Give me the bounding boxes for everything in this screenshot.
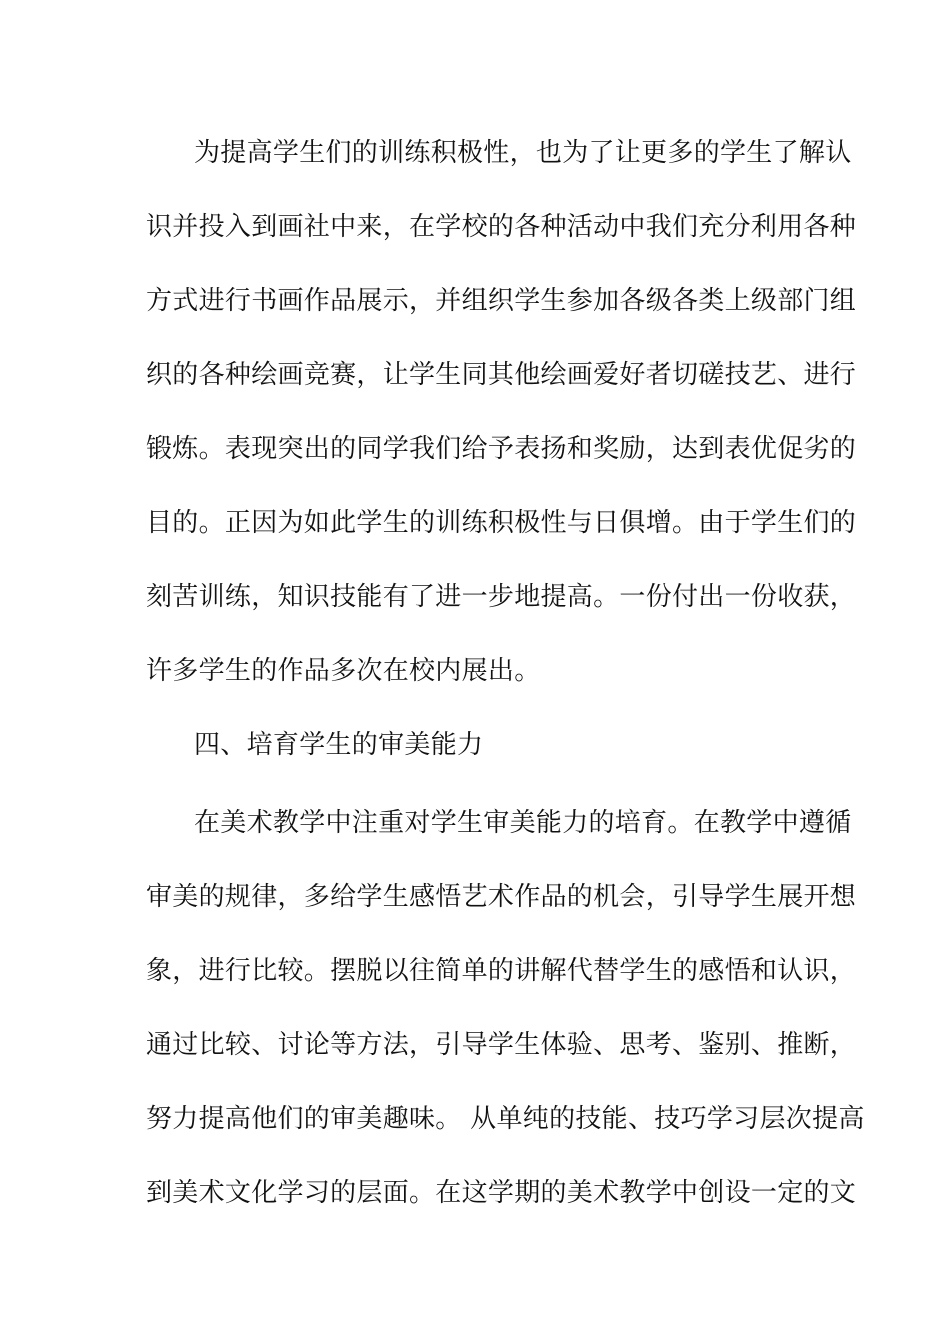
paragraph-2-line-2: 审美的规律，多给学生感悟艺术作品的机会，引导学生展开想 (146, 882, 857, 912)
paragraph-1-line-2: 识并投入到画社中来，在学校的各种活动中我们充分利用各种 (146, 212, 857, 242)
paragraph-1-line-1: 为提高学生们的训练积极性，也为了让更多的学生了解认 (194, 138, 852, 168)
paragraph-1-line-6: 目的。正因为如此学生的训练积极性与日俱增。由于学生们的 (146, 508, 857, 538)
paragraph-2-line-5: 努力提高他们的审美趣味。 从单纯的技能、技巧学习层次提高 (146, 1104, 865, 1134)
paragraph-1-line-5: 锻炼。表现突出的同学我们给予表扬和奖励，达到表优促劣的 (146, 434, 857, 464)
paragraph-1-line-3: 方式进行书画作品展示，并组织学生参加各级各类上级部门组 (146, 286, 857, 316)
paragraph-1-line-7: 刻苦训练，知识技能有了进一步地提高。一份付出一份收获， (146, 582, 857, 612)
paragraph-2-line-4: 通过比较、讨论等方法，引导学生体验、思考、鉴别、推断， (146, 1030, 857, 1060)
paragraph-2-line-6: 到美术文化学习的层面。在这学期的美术教学中创设一定的文 (146, 1178, 857, 1208)
paragraph-1-line-4: 织的各种绘画竞赛，让学生同其他绘画爱好者切磋技艺、进行 (146, 360, 857, 390)
paragraph-1-line-8: 许多学生的作品多次在校内展出。 (146, 656, 541, 686)
section-heading: 四、培育学生的审美能力 (194, 730, 484, 760)
paragraph-2-line-3: 象，进行比较。摆脱以往简单的讲解代替学生的感悟和认识， (146, 956, 857, 986)
paragraph-2-line-1: 在美术教学中注重对学生审美能力的培育。在教学中遵循 (194, 808, 852, 838)
